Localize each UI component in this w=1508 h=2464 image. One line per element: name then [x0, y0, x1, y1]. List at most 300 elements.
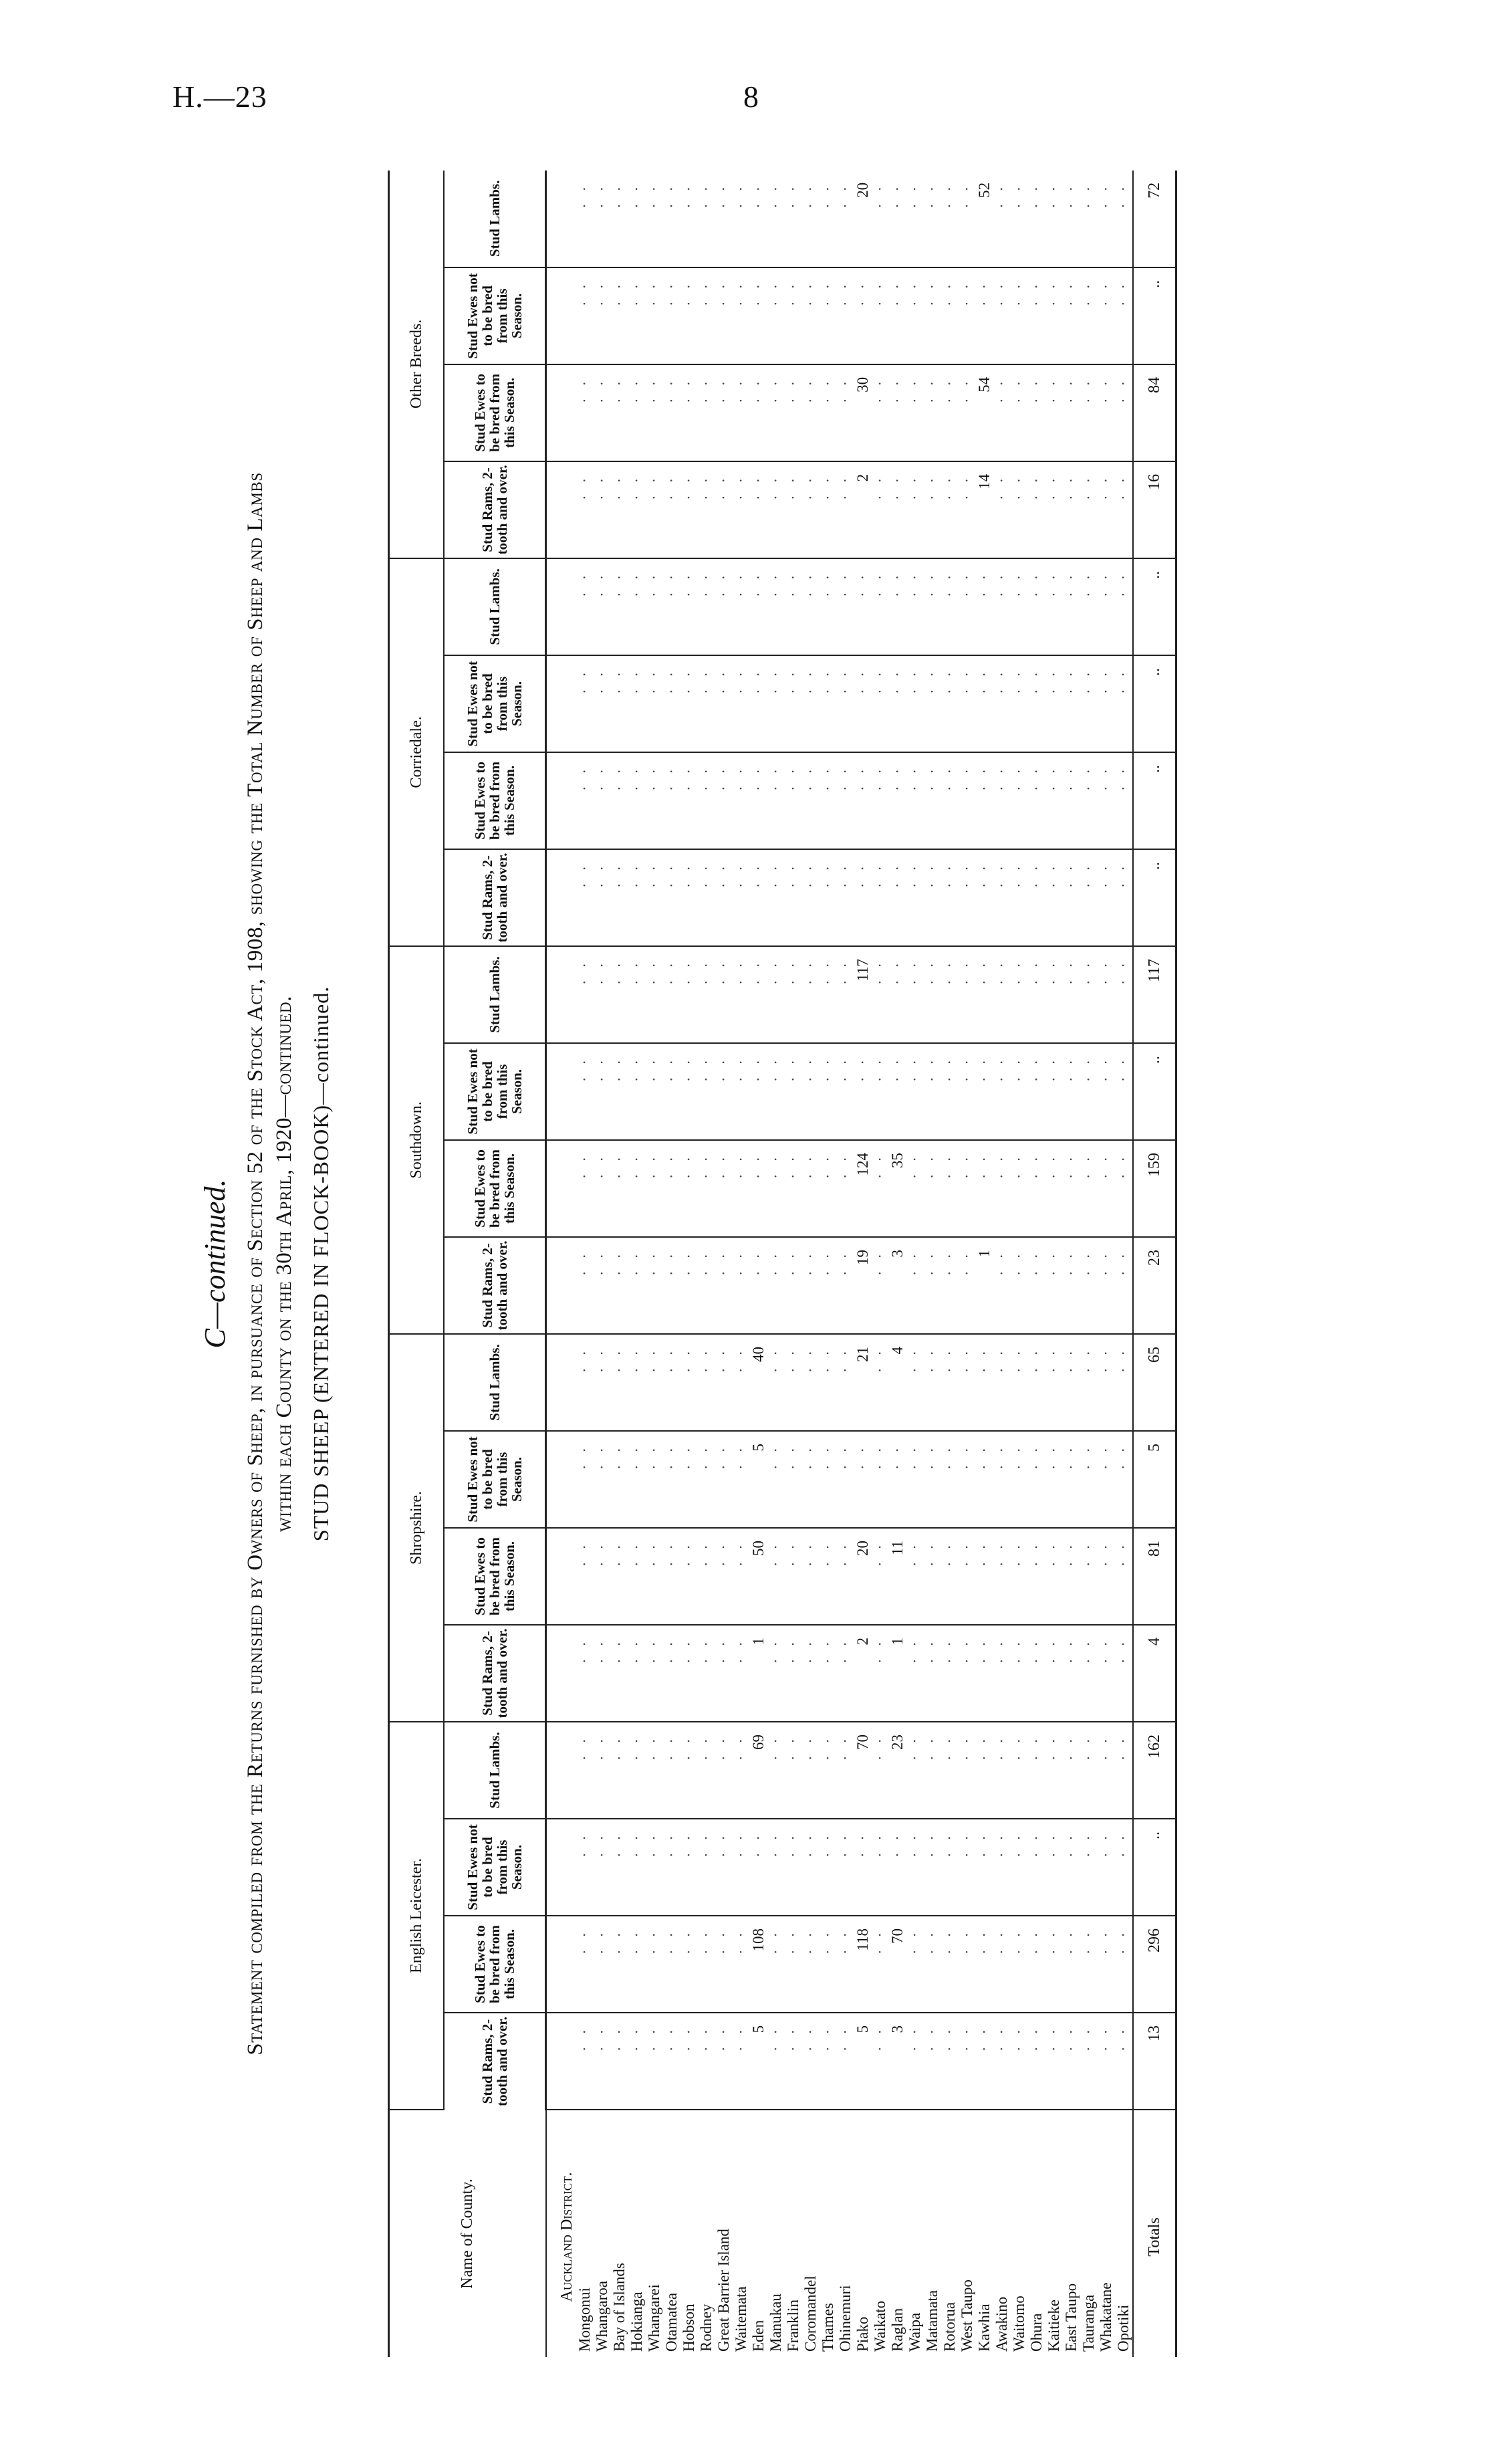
table-cell [698, 558, 715, 655]
table-row [715, 171, 733, 2357]
table-cell [976, 1431, 993, 1528]
table-cell [906, 1334, 924, 1431]
table-cell [837, 1722, 854, 1819]
table-cell [767, 267, 785, 364]
leader-dots: · · [611, 1831, 628, 1858]
table-cell [594, 1722, 611, 1819]
leader-dots: · · [576, 570, 593, 597]
table-row [698, 171, 715, 2357]
table-cell [1045, 2013, 1063, 2110]
leader-dots: · · [698, 1152, 715, 1180]
leader-dots: · · [611, 182, 628, 209]
table-cell [1045, 558, 1063, 655]
table-row [993, 171, 1011, 2357]
table-cell [802, 461, 820, 558]
leader-dots: · · [611, 1734, 628, 1761]
table-cell [1011, 1625, 1028, 1722]
table-cell [1045, 1140, 1063, 1237]
leader-dots: · · [837, 1734, 854, 1761]
table-cell [959, 364, 976, 461]
leader-dots: · · [924, 1443, 940, 1470]
leader-dots: · · [698, 2025, 715, 2052]
table-cell [1045, 171, 1063, 267]
leader-dots: · · [663, 1055, 680, 1083]
table-cell [837, 364, 854, 461]
column-header: Stud Ewes to be bred from this Season. [444, 752, 546, 849]
leader-dots: · · [924, 764, 940, 792]
leader-dots: · · [698, 1346, 715, 1373]
leader-dots: · · [1115, 1831, 1132, 1858]
total-cell: 84 [1133, 364, 1176, 461]
table-cell [1011, 1819, 1028, 1916]
table-cell: 5 [750, 1431, 767, 1528]
title-block [201, 171, 334, 2357]
county-name: Piako [854, 2316, 871, 2352]
leader-dots: · · [906, 473, 923, 500]
leader-dots: · · [750, 1831, 767, 1858]
leader-dots: · · [663, 958, 680, 986]
table-cell [1080, 1334, 1098, 1431]
total-cell: 72 [1133, 171, 1176, 267]
leader-dots: · · [785, 1831, 801, 1858]
leader-dots: · · [959, 376, 975, 403]
leader-dots: · · [1098, 861, 1114, 889]
leader-dots: · · [820, 570, 836, 597]
table-cell [698, 946, 715, 1043]
leader-dots: · · [941, 376, 958, 403]
leader-dots: · · [802, 570, 819, 597]
table-cell [1063, 849, 1080, 946]
leader-dots: · · [837, 1443, 854, 1470]
leader-dots: · · [1011, 182, 1027, 209]
table-cell [906, 752, 924, 849]
table-cell [959, 1431, 976, 1528]
table-cell [924, 1819, 941, 1916]
leader-dots: · · [715, 1637, 732, 1664]
table-cell [1098, 558, 1115, 655]
table-cell [594, 849, 611, 946]
table-cell: 20 [854, 1528, 872, 1625]
leader-dots: · · [576, 1152, 593, 1180]
table-cell [889, 1431, 906, 1528]
table-cell [1080, 849, 1098, 946]
table-cell: 124 [854, 1140, 872, 1237]
leader-dots: · · [941, 1249, 958, 1276]
leader-dots: · · [785, 473, 801, 500]
county-name: Mongonui [576, 2287, 593, 2352]
empty-cell [546, 1528, 577, 1625]
leader-dots: · · [802, 182, 819, 209]
leader-dots: · · [1063, 279, 1080, 306]
table-cell [628, 267, 646, 364]
table-cell [941, 1334, 959, 1431]
table-cell [993, 2013, 1011, 2110]
leader-dots: · · [1098, 570, 1114, 597]
table-cell [680, 1043, 698, 1140]
leader-dots: · · [924, 1540, 940, 1567]
table-cell [1063, 946, 1080, 1043]
table-cell [976, 1625, 993, 1722]
table-cell [680, 461, 698, 558]
leader-dots: · · [820, 1055, 836, 1083]
leader-dots: · · [802, 279, 819, 306]
table-cell [837, 1528, 854, 1625]
leader-dots: · · [889, 861, 906, 889]
leader-dots: · · [906, 764, 923, 792]
table-cell [1011, 1528, 1028, 1625]
table-cell [715, 1043, 733, 1140]
table-cell [628, 946, 646, 1043]
leader-dots: · · [802, 861, 819, 889]
leader-dots: · · [1115, 667, 1132, 695]
leader-dots: · · [941, 473, 958, 500]
leader-dots: · · [1098, 1928, 1114, 1955]
table-cell [680, 1722, 698, 1819]
table-row [785, 171, 802, 2357]
table-cell [802, 849, 820, 946]
leader-dots: · · [941, 1734, 958, 1761]
table-cell [993, 1237, 1011, 1334]
leader-dots: · · [976, 570, 993, 597]
rotated-table-page [201, 171, 1324, 2357]
table-cell [628, 1722, 646, 1819]
leader-dots: · · [1045, 861, 1062, 889]
leader-dots: · · [698, 1443, 715, 1470]
column-header: Stud Ewes to be bred from this Season. [444, 1528, 546, 1625]
table-cell [1028, 1237, 1045, 1334]
table-cell [872, 461, 889, 558]
leader-dots: · · [576, 1443, 593, 1470]
leader-dots: · · [889, 764, 906, 792]
leader-dots: · · [611, 279, 628, 306]
leader-dots: · · [924, 1055, 940, 1083]
county-name: Hobson [680, 2304, 697, 2352]
table-cell [1098, 171, 1115, 267]
leader-dots: · · [820, 1346, 836, 1373]
table-cell [889, 752, 906, 849]
leader-dots: · · [750, 182, 767, 209]
table-cell [1080, 1043, 1098, 1140]
table-cell [837, 946, 854, 1043]
leader-dots: · · [924, 1249, 940, 1276]
leader-dots: · · [941, 764, 958, 792]
leader-dots: · · [1063, 1928, 1080, 1955]
county-name: Whakatane [1098, 2282, 1114, 2352]
empty-cell [546, 267, 577, 364]
leader-dots: · · [1063, 667, 1080, 695]
district-label: Auckland District. [558, 2172, 576, 2302]
leader-dots: · · [802, 2025, 819, 2052]
leader-dots: · · [594, 279, 610, 306]
table-body [546, 171, 1176, 2357]
table-cell [663, 364, 680, 461]
table-cell [680, 1528, 698, 1625]
table-cell [802, 558, 820, 655]
leader-dots: · · [1045, 667, 1062, 695]
table-cell [715, 2013, 733, 2110]
leader-dots: · · [1115, 1346, 1132, 1373]
table-cell [1115, 752, 1133, 849]
leader-dots: · · [959, 764, 975, 792]
table-cell [698, 267, 715, 364]
leader-dots: · · [1080, 667, 1097, 695]
table-cell [611, 1916, 628, 2013]
leader-dots: · · [733, 1928, 749, 1955]
table-cell [976, 2013, 993, 2110]
leader-dots: · · [924, 1831, 940, 1858]
table-cell [733, 2013, 750, 2110]
table-cell [767, 1043, 785, 1140]
table-cell [802, 1237, 820, 1334]
table-cell [1011, 1043, 1028, 1140]
leader-dots: · · [906, 1055, 923, 1083]
table-cell [733, 1916, 750, 2013]
leader-dots: · · [785, 1152, 801, 1180]
table-cell [837, 461, 854, 558]
leader-dots: · · [1011, 2025, 1027, 2052]
leader-dots: · · [1011, 1346, 1027, 1373]
table-cell [1063, 558, 1080, 655]
leader-dots: · · [680, 1637, 697, 1664]
table-cell [820, 558, 837, 655]
leader-dots: · · [698, 1540, 715, 1567]
leader-dots: · · [837, 667, 854, 695]
table-row [854, 171, 872, 2357]
table-row [872, 171, 889, 2357]
leader-dots: · · [715, 279, 732, 306]
leader-dots: · · [785, 1540, 801, 1567]
leader-dots: · · [785, 958, 801, 986]
table-cell: 117 [854, 946, 872, 1043]
table-cell [767, 171, 785, 267]
table-cell [993, 1819, 1011, 1916]
table-cell [663, 1334, 680, 1431]
leader-dots: · · [594, 473, 610, 500]
table-cell [715, 655, 733, 752]
leader-dots: · · [976, 764, 993, 792]
table-cell [698, 655, 715, 752]
table-cell [1028, 461, 1045, 558]
leader-dots: · · [594, 667, 610, 695]
leader-dots: · · [993, 279, 1010, 306]
table-cell [785, 1625, 802, 1722]
leader-dots: · · [715, 1346, 732, 1373]
leader-dots: · · [663, 1540, 680, 1567]
table-cell [715, 364, 733, 461]
leader-dots: · · [594, 1637, 610, 1664]
column-header: Stud Lambs. [444, 558, 546, 655]
table-cell [802, 364, 820, 461]
leader-dots: · · [611, 1928, 628, 1955]
leader-dots: · · [594, 764, 610, 792]
leader-dots: · · [802, 1928, 819, 1955]
leader-dots: · · [941, 279, 958, 306]
table-cell: 70 [889, 1916, 906, 2013]
table-cell [1080, 1431, 1098, 1528]
leader-dots: · · [1080, 1152, 1097, 1180]
table-cell [1011, 1237, 1028, 1334]
table-cell [611, 655, 628, 752]
leader-dots: · · [576, 1346, 593, 1373]
table-cell [663, 1819, 680, 1916]
county-name: Thames [820, 2303, 836, 2352]
table-cell [993, 558, 1011, 655]
leader-dots: · · [680, 958, 697, 986]
table-cell [785, 1722, 802, 1819]
leader-dots: · · [628, 1831, 645, 1858]
leader-dots: · · [1045, 1443, 1062, 1470]
table-cell [628, 1237, 646, 1334]
leader-dots: · · [802, 1152, 819, 1180]
report-code: H.—23 [172, 80, 267, 114]
table-cell [820, 171, 837, 267]
leader-dots: · · [646, 376, 662, 403]
leader-dots: · · [628, 1540, 645, 1567]
leader-dots: · · [680, 1734, 697, 1761]
table-cell [1028, 1819, 1045, 1916]
leader-dots: · · [872, 2025, 888, 2052]
leader-dots: · · [680, 1831, 697, 1858]
leader-dots: · · [767, 1055, 784, 1083]
table-cell [680, 1625, 698, 1722]
table-cell [1115, 2013, 1133, 2110]
leader-dots: · · [1011, 1055, 1027, 1083]
leader-dots: · · [1045, 958, 1062, 986]
table-cell [733, 752, 750, 849]
county-name: Waikato [872, 2300, 888, 2352]
column-header: Stud Lambs. [444, 946, 546, 1043]
leader-dots: · · [750, 570, 767, 597]
leader-dots: · · [1098, 1734, 1114, 1761]
leader-dots: · · [785, 667, 801, 695]
table-cell: 21 [854, 1334, 872, 1431]
totals-label: Totals [1133, 2110, 1176, 2357]
leader-dots: · · [611, 667, 628, 695]
table-cell [993, 849, 1011, 946]
leader-dots: · · [715, 1249, 732, 1276]
leader-dots: · · [993, 667, 1010, 695]
leader-dots: · · [1080, 1831, 1097, 1858]
leader-dots: · · [594, 861, 610, 889]
table-cell [680, 364, 698, 461]
leader-dots: · · [872, 1346, 888, 1373]
leader-dots: · · [733, 1831, 749, 1858]
leader-dots: · · [750, 958, 767, 986]
table-cell [785, 364, 802, 461]
leader-dots: · · [889, 182, 906, 209]
table-cell [820, 1431, 837, 1528]
leader-dots: · · [611, 1055, 628, 1083]
leader-dots: · · [1063, 1249, 1080, 1276]
leader-dots: · · [646, 958, 662, 986]
leader-dots: · · [628, 1249, 645, 1276]
total-cell: .. [1133, 558, 1176, 655]
table-cell: 3 [889, 2013, 906, 2110]
leader-dots: · · [767, 1443, 784, 1470]
table-cell [663, 1722, 680, 1819]
leader-dots: · · [750, 1055, 767, 1083]
table-cell [628, 655, 646, 752]
table-cell [1098, 655, 1115, 752]
leader-dots: · · [733, 667, 749, 695]
leader-dots: · · [1045, 570, 1062, 597]
table-cell [628, 1043, 646, 1140]
table-cell [1080, 1528, 1098, 1625]
table-cell [872, 1043, 889, 1140]
leader-dots: · · [767, 1928, 784, 1955]
column-header: Stud Ewes not to be bred from this Season. [444, 1819, 546, 1916]
table-cell [646, 752, 663, 849]
table-cell [941, 1625, 959, 1722]
leader-dots: · · [1063, 1734, 1080, 1761]
leader-dots: · · [959, 1443, 975, 1470]
table-cell [680, 946, 698, 1043]
total-cell: .. [1133, 267, 1176, 364]
leader-dots: · · [924, 2025, 940, 2052]
table-cell [1098, 1237, 1115, 1334]
table-cell [1080, 655, 1098, 752]
table-cell [1098, 752, 1115, 849]
table-cell [698, 1819, 715, 1916]
column-header: Stud Rams, 2-tooth and over. [444, 2013, 546, 2110]
table-cell [924, 171, 941, 267]
leader-dots: · · [1115, 182, 1132, 209]
leader-dots: · · [837, 1346, 854, 1373]
leader-dots: · · [993, 861, 1010, 889]
breed-group-header: English Leicester. [389, 1722, 445, 2110]
table-cell [1080, 1237, 1098, 1334]
table-cell [1080, 1625, 1098, 1722]
table-cell [1028, 558, 1045, 655]
leader-dots: · · [993, 376, 1010, 403]
table-cell [611, 1431, 628, 1528]
table-cell [594, 1625, 611, 1722]
table-row [837, 171, 854, 2357]
table-cell: 35 [889, 1140, 906, 1237]
leader-dots: · · [750, 473, 767, 500]
table-row [906, 171, 924, 2357]
table-cell [698, 364, 715, 461]
table-cell [1045, 1431, 1063, 1528]
table-cell [1063, 1722, 1080, 1819]
table-cell [1063, 1625, 1080, 1722]
table-cell [594, 364, 611, 461]
table-cell [611, 1237, 628, 1334]
leader-dots: · · [628, 1637, 645, 1664]
leader-dots: · · [733, 1540, 749, 1567]
leader-dots: · · [889, 279, 906, 306]
leader-dots: · · [1098, 667, 1114, 695]
leader-dots: · · [1098, 1443, 1114, 1470]
leader-dots: · · [594, 1346, 610, 1373]
leader-dots: · · [1028, 570, 1045, 597]
table-cell [1115, 849, 1133, 946]
table-cell [646, 1237, 663, 1334]
column-header: Stud Ewes to be bred from this Season. [444, 364, 546, 461]
leader-dots: · · [1028, 1443, 1045, 1470]
table-cell [1063, 1819, 1080, 1916]
table-cell [889, 1043, 906, 1140]
leader-dots: · · [906, 1734, 923, 1761]
table-cell [872, 1528, 889, 1625]
table-cell [959, 1237, 976, 1334]
leader-dots: · · [1028, 667, 1045, 695]
table-cell [767, 1625, 785, 1722]
county-name: Waipa [906, 2312, 923, 2352]
leader-dots: · · [750, 376, 767, 403]
leader-dots: · · [906, 1928, 923, 1955]
leader-dots: · · [976, 1928, 993, 1955]
